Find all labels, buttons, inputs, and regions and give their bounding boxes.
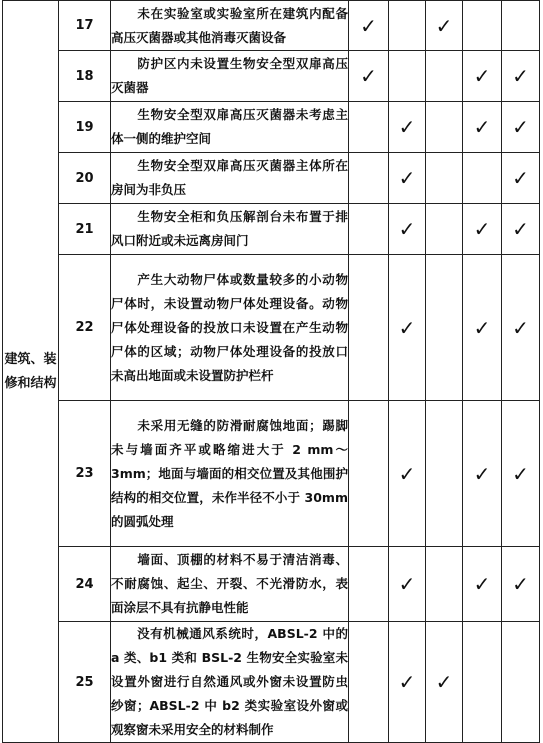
check-cell: [389, 401, 426, 547]
check-cell: [463, 1, 502, 51]
row-number: 18: [59, 51, 111, 102]
check-cell: [463, 401, 502, 547]
checkmark-icon: ✓: [512, 315, 529, 340]
checkmark-icon: ✓: [435, 13, 453, 38]
row-description: 产生大动物尸体或数量较多的小动物尸体时，未设置动物尸体处理设备。动物尸体处理设备的投放口未设置在产生动物尸体的区域；动物尸体处理设备的投放口未高出地面或未设置防护栏杆: [111, 255, 349, 401]
checkmark-icon: ✓: [473, 217, 491, 241]
checkmark-icon: ✓: [398, 217, 416, 241]
table-body: [3, 1, 540, 743]
check-cell: [389, 1, 426, 51]
checkmark-icon: ✓: [360, 13, 377, 38]
checkmark-icon: ✓: [473, 461, 491, 486]
checkmark-icon: ✓: [512, 217, 529, 241]
check-cell: [463, 153, 502, 204]
table-row: [3, 51, 540, 102]
check-cell: [426, 255, 463, 401]
checkmark-icon: ✓: [398, 166, 416, 190]
check-cell: [426, 204, 463, 255]
category-cell: [3, 1, 59, 743]
check-cell: [502, 102, 540, 153]
table-row: [3, 153, 540, 204]
checkmark-icon: ✓: [360, 64, 377, 88]
checkmark-icon: ✓: [398, 315, 416, 340]
check-cell: [389, 102, 426, 153]
table-row: [3, 1, 540, 51]
check-cell: [463, 204, 502, 255]
check-cell: [349, 153, 389, 204]
row-description: 未在实验室或实验室所在建筑内配备高压灭菌器或其他消毒灭菌设备: [111, 1, 349, 51]
check-cell: [463, 255, 502, 401]
check-cell: [349, 622, 389, 743]
check-cell: [349, 547, 389, 622]
row-number: 21: [59, 204, 111, 255]
check-cell: [502, 51, 540, 102]
row-description: 生物安全型双扉高压灭菌器未考虑主体一侧的维护空间: [111, 102, 349, 153]
check-cell: [349, 401, 389, 547]
check-cell: [389, 255, 426, 401]
row-number: 19: [59, 102, 111, 153]
row-number: 22: [59, 255, 111, 401]
requirements-table: [2, 0, 540, 743]
checkmark-icon: ✓: [512, 115, 529, 139]
row-number: 24: [59, 547, 111, 622]
check-cell: [463, 102, 502, 153]
row-description: 没有机械通风系统时，ABSL-2 中的 a 类、b1 类和 BSL-2 生物安全实验室未设置外窗进行自然通风或外窗未设置防虫纱窗；ABSL-2 中 b2 类实验室设外窗或观察窗未采用安全的材料制作: [111, 622, 349, 743]
table-row: [3, 255, 540, 401]
check-cell: [502, 401, 540, 547]
table-row: [3, 204, 540, 255]
check-cell: [426, 401, 463, 547]
check-cell: [426, 51, 463, 102]
check-cell: [502, 153, 540, 204]
row-description: 防护区内未设置生物安全型双扉高压灭菌器: [111, 51, 349, 102]
table-row: [3, 102, 540, 153]
category-label: 建筑、装修和结构: [4, 351, 57, 391]
checkmark-icon: ✓: [512, 166, 529, 190]
check-cell: [463, 547, 502, 622]
check-cell: [502, 255, 540, 401]
table-row: [3, 401, 540, 547]
checkmark-icon: ✓: [398, 670, 416, 694]
check-cell: [502, 622, 540, 743]
check-cell: [502, 547, 540, 622]
table-row: [3, 622, 540, 743]
check-cell: [426, 153, 463, 204]
check-cell: [349, 204, 389, 255]
check-cell: [426, 622, 463, 743]
check-cell: [502, 1, 540, 51]
check-cell: [389, 153, 426, 204]
check-cell: [349, 1, 389, 51]
check-cell: [349, 255, 389, 401]
row-number: 23: [59, 401, 111, 547]
checkmark-icon: ✓: [398, 115, 416, 139]
row-description: 生物安全柜和负压解剖台未布置于排风口附近或未远离房间门: [111, 204, 349, 255]
check-cell: [389, 204, 426, 255]
checkmark-icon: ✓: [473, 64, 491, 88]
checkmark-icon: ✓: [473, 572, 491, 596]
check-cell: [426, 102, 463, 153]
checkmark-icon: ✓: [512, 461, 529, 486]
checkmark-icon: ✓: [398, 572, 416, 596]
checkmark-icon: ✓: [512, 572, 529, 596]
checkmark-icon: ✓: [473, 115, 491, 139]
check-cell: [389, 51, 426, 102]
row-description: 生物安全型双扉高压灭菌器主体所在房间为非负压: [111, 153, 349, 204]
row-description: 墙面、顶棚的材料不易于清洁消毒、不耐腐蚀、起尘、开裂、不光滑防水，表面涂层不具有抗静电性能: [111, 547, 349, 622]
row-number: 20: [59, 153, 111, 204]
row-description: 未采用无缝的防滑耐腐蚀地面；踢脚未与墙面齐平或略缩进大于 2 mm～3mm；地面与墙面的相交位置及其他围护结构的相交位置，未作半径不小于 30mm 的圆弧处理: [111, 401, 349, 547]
check-cell: [426, 1, 463, 51]
check-cell: [463, 622, 502, 743]
checkmark-icon: ✓: [435, 670, 453, 694]
check-cell: [426, 547, 463, 622]
check-cell: [349, 102, 389, 153]
check-cell: [389, 622, 426, 743]
checkmark-icon: ✓: [398, 461, 416, 486]
row-number: 17: [59, 1, 111, 51]
check-cell: [463, 51, 502, 102]
checkmark-icon: ✓: [473, 315, 491, 340]
checkmark-icon: ✓: [512, 64, 529, 88]
table-row: [3, 547, 540, 622]
check-cell: [349, 51, 389, 102]
check-cell: [502, 204, 540, 255]
check-cell: [389, 547, 426, 622]
row-number: 25: [59, 622, 111, 743]
